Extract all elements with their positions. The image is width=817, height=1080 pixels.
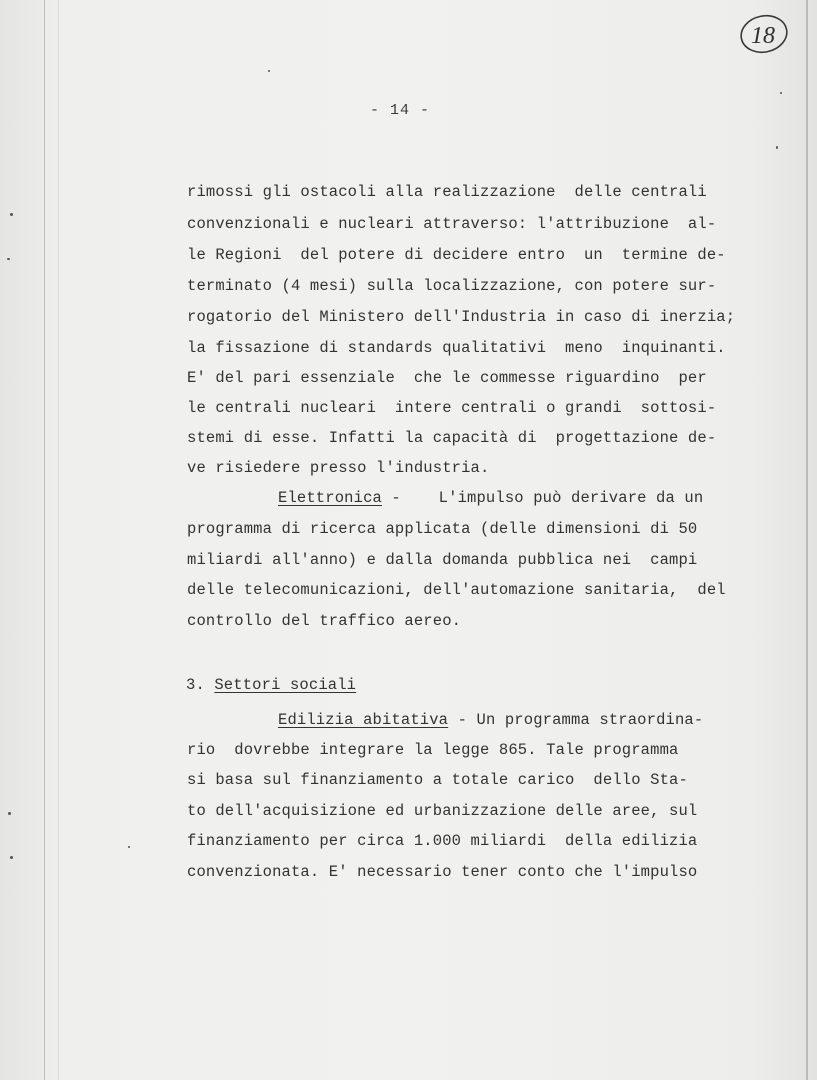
scan-speck — [10, 213, 13, 216]
elettronica-intro: - L'impulso può derivare da un — [381, 489, 704, 507]
scan-speck — [776, 146, 778, 149]
scan-fold-left-inner — [58, 0, 59, 1080]
section-number: 3. — [186, 676, 215, 694]
section-title: Settori sociali — [214, 676, 357, 694]
scan-speck — [128, 846, 130, 848]
scan-fold-left — [44, 0, 45, 1080]
edilizia-paragraph-start — [278, 710, 703, 730]
scan-speck — [268, 70, 270, 72]
text-line: convenzionata. E' necessario tener conto che l'impulso — [187, 863, 698, 881]
text-line: miliardi all'anno) e dalla domanda pubblica nei campi — [187, 551, 698, 569]
page-number: - 14 - — [370, 102, 431, 119]
scan-fold-right — [806, 0, 808, 1080]
text-line: si basa sul finanziamento a totale carico dello Sta- — [187, 771, 688, 789]
text-line: terminato (4 mesi) sulla localizzazione, con potere sur- — [187, 277, 717, 295]
edilizia-intro: - Un programma straordina- — [448, 711, 704, 729]
text-line: le Regioni del potere di decidere entro un termine de- — [187, 246, 726, 264]
text-line: ve risiedere presso l'industria. — [187, 459, 490, 477]
text-line: to dell'acquisizione ed urbanizzazione delle aree, sul — [187, 802, 698, 820]
scan-speck — [8, 812, 11, 815]
scan-speck — [10, 856, 13, 859]
text-line: finanziamento per circa 1.000 miliardi della edilizia — [187, 832, 698, 850]
text-line: rio dovrebbe integrare la legge 865. Tale programma — [187, 741, 679, 759]
text-line: stemi di esse. Infatti la capacità di progettazione de- — [187, 429, 717, 447]
text-line: convenzionali e nucleari attraverso: l'attribuzione al- — [187, 215, 717, 233]
scan-speck — [7, 258, 10, 260]
text-line: le centrali nucleari intere centrali o grandi sottosi- — [187, 399, 717, 417]
text-line: delle telecomunicazioni, dell'automazione sanitaria, del — [187, 581, 726, 599]
stamp-number: 18 — [751, 23, 775, 49]
circled-number-stamp — [738, 12, 790, 56]
section-heading — [186, 675, 356, 695]
scan-speck — [780, 92, 782, 94]
text-line: programma di ricerca applicata (delle dimensioni di 50 — [187, 520, 698, 538]
text-line: rimossi gli ostacoli alla realizzazione delle centrali — [187, 183, 707, 201]
text-line: controllo del traffico aereo. — [187, 612, 462, 630]
text-line: rogatorio del Ministero dell'Industria in caso di inerzia; — [187, 308, 736, 326]
elettronica-paragraph-start — [278, 488, 703, 508]
edilizia-heading: Edilizia abitativa — [278, 711, 449, 729]
archive-stamp — [738, 12, 790, 56]
text-line: E' del pari essenziale che le commesse riguardino per — [187, 369, 707, 387]
text-line: la fissazione di standards qualitativi meno inquinanti. — [187, 339, 726, 357]
elettronica-heading: Elettronica — [278, 489, 382, 507]
